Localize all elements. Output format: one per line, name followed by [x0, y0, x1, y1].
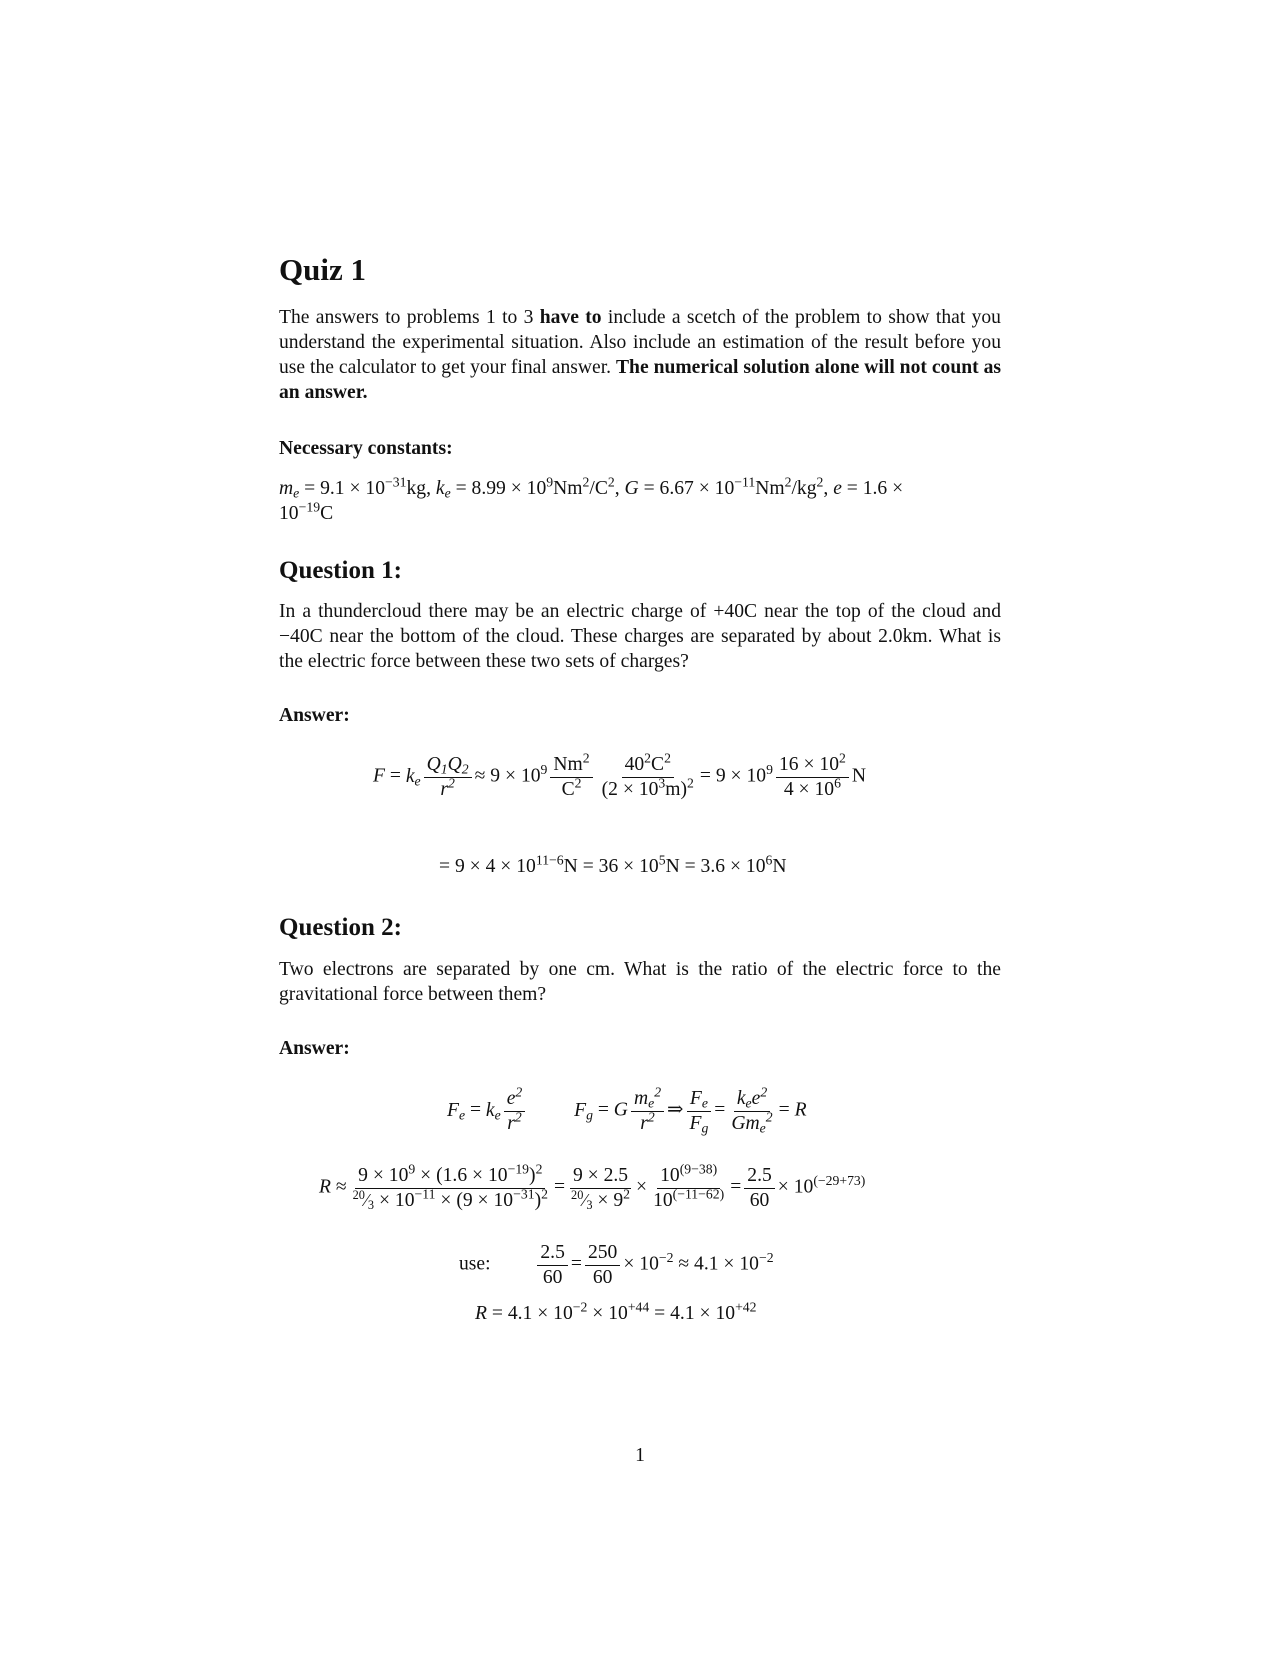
question-1-answer-label: Answer:	[279, 705, 350, 726]
q2-equation-forces: $F_e = k_e$ $\frac{e^2}{r^2}$ $F_g = G$ $\frac{m_e^2}{r^2}$ ⇒ $\frac{F_e}{F_g}$ = $\frac{k_ee^2}{Gm_e^2}$ = R	[447, 1084, 807, 1135]
page-title: Quiz 1	[279, 252, 366, 287]
instructions-text-1: The answers to problems 1 to 3	[279, 307, 540, 328]
q1-equation-line-1: $F = k_e$ $\frac{Q_1Q_2}{r^2}$ ≈ $9 \times 10^9$ $\frac{Nm^2}{C^2}$ $\frac{40^2C^2}{(2 \times 10^3m)^2}$ = $9 \times 10^9$ $\frac{16 \times 10^2}{4 \times 10^6}$ N	[373, 750, 867, 800]
page-number: 1	[635, 1445, 645, 1466]
question-2-answer-label: Answer:	[279, 1038, 350, 1059]
instructions-bold-2: The numerical solution alone will not count as an answer.	[279, 357, 1001, 403]
q2-equation-ratio: R ≈ $\frac{9 \times 10^9 \times (1.6 \times 10^{-19})^2}{^{20}⁄_3 \times 10^{-11} \times (9 \times 10^{-31})^2}$ = $\frac{9 \times 2.5}{^{20}⁄_3 \times 9^2}$ × $\frac{10^{(9-38)}}{10^{(-11-62)}}$ = $\frac{2.5}{60}$ × $10^{(-29+73)}$	[319, 1161, 866, 1212]
question-2-text: Two electrons are separated by one cm. What is the ratio of the electric force to the gravitational force between them?	[279, 959, 1001, 1005]
question-1-text: In a thundercloud there may be an electric charge of +40C near the top of the cloud and −40C near the bottom of the cloud. These charges are separated by about 2.0km. What is the electric force between these two sets of charges?	[279, 601, 1001, 672]
use-label: use:	[459, 1253, 491, 1275]
constants-heading: Necessary constants:	[279, 438, 453, 459]
instructions-bold-1: have to	[539, 307, 602, 328]
question-2-heading: Question 2:	[279, 914, 402, 941]
question-1-heading: Question 1:	[279, 557, 402, 584]
constants-list: $m_e = 9.1 \times 10^{-31}kg$, $k_e = 8.99 \times 10^9Nm^2/C^2$, $G = 6.67 \times 10^{-11}Nm^2/kg^2$, e = 1.6 × $10^{-19}C$	[279, 474, 904, 524]
q1-equation-line-2: = $9 \times 4 \times 10^{11-6}N = 36 \times 10^5N = 3.6 \times 10^6N$	[439, 852, 787, 877]
q2-equation-result: $R = 4.1 \times 10^{-2} \times 10^{+44} = 4.1 \times 10^{+42}$	[475, 1299, 757, 1324]
instructions-text-2: include a scetch of the problem to show that you understand the experimental situation. Also include an estimation of the result before you use the calculator to get your final answer.	[279, 307, 1001, 378]
instructions-paragraph	[279, 305, 1001, 405]
q2-equation-estimate: use: $\frac{2.5}{60}$ = $\frac{250}{60}$ × $10^{-2} \approx 4.1 \times 10^{-2}$	[459, 1242, 774, 1288]
